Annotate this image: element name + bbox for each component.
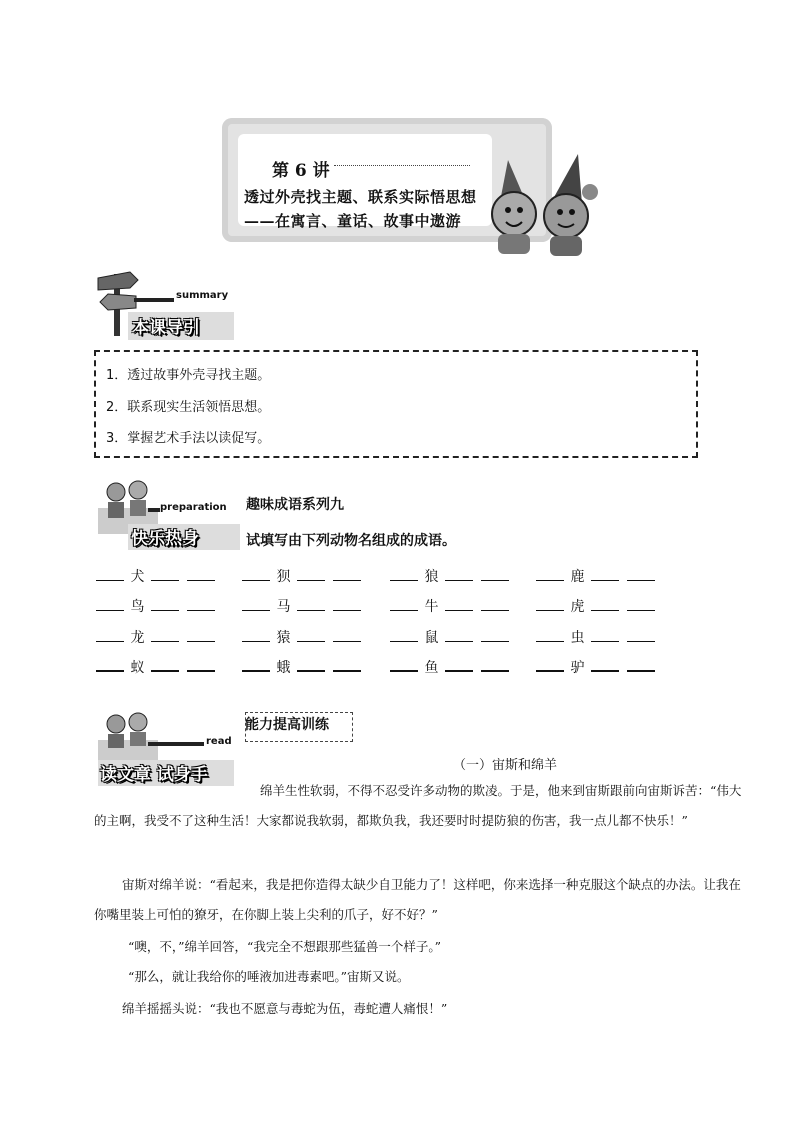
- blank[interactable]: [536, 629, 564, 642]
- idiom-char: 猿: [276, 630, 291, 646]
- story-paragraph-3: “噢，不，”绵羊回答，“我完全不想跟那些猛兽一个样子。”: [128, 939, 442, 954]
- summary-tag-bar: [134, 298, 174, 302]
- summary-item-1: 1．透过故事外壳寻找主题。: [106, 368, 271, 383]
- blank[interactable]: [591, 568, 619, 581]
- blank[interactable]: [96, 598, 124, 611]
- story-paragraph-2: 宙斯对绵羊说：“看起来，我是把你造得太缺少自卫能力了！这样吧，你来选择一种克服这个缺点的办法。让我在你嘴里装上可怕的獠牙，在你脚上装上尖利的爪子，好不好？”: [94, 877, 741, 922]
- blank[interactable]: [96, 568, 124, 581]
- blank[interactable]: [96, 658, 124, 672]
- idiom-item: [534, 627, 657, 647]
- blank[interactable]: [390, 658, 418, 672]
- blank[interactable]: [591, 598, 619, 611]
- blank[interactable]: [297, 598, 325, 611]
- lesson-number: 第 6 讲: [272, 161, 330, 181]
- blank[interactable]: [627, 598, 655, 611]
- training-heading: 能力提高训练: [245, 717, 329, 733]
- idiom-item: [534, 657, 657, 677]
- blank[interactable]: [242, 598, 270, 611]
- blank[interactable]: [627, 568, 655, 581]
- idiom-item: [94, 657, 217, 677]
- blank[interactable]: [151, 568, 179, 581]
- blank[interactable]: [151, 598, 179, 611]
- lesson-title-line1: 透过外壳找主题、联系实际悟思想: [244, 188, 477, 206]
- blank[interactable]: [390, 598, 418, 611]
- blank[interactable]: [445, 658, 473, 672]
- idiom-char: 虫: [570, 630, 585, 646]
- blank[interactable]: [187, 658, 215, 672]
- blank[interactable]: [96, 629, 124, 642]
- blank[interactable]: [242, 568, 270, 581]
- blank[interactable]: [297, 568, 325, 581]
- blank[interactable]: [481, 629, 509, 642]
- blank[interactable]: [481, 568, 509, 581]
- read-tag: read: [206, 736, 232, 747]
- blank[interactable]: [187, 568, 215, 581]
- summary-item-2: 2．联系现实生活领悟思想。: [106, 400, 271, 415]
- blank[interactable]: [297, 658, 325, 672]
- blank[interactable]: [445, 598, 473, 611]
- idiom-item: [94, 627, 217, 647]
- idiom-char: 虎: [570, 599, 585, 615]
- idiom-char: 鱼: [424, 660, 439, 676]
- blank[interactable]: [627, 629, 655, 642]
- mascot-illustration: [478, 152, 600, 258]
- idiom-item: [240, 596, 363, 616]
- blank[interactable]: [481, 598, 509, 611]
- idiom-item: [94, 566, 217, 586]
- blank[interactable]: [536, 598, 564, 611]
- story-paragraph-4: “那么，就让我给你的唾液加进毒素吧。”宙斯又说。: [128, 969, 410, 984]
- story-paragraph-5: 绵羊摇摇头说：“我也不愿意与毒蛇为伍，毒蛇遭人痛恨！”: [122, 1001, 448, 1016]
- warmup-instruction: 试填写由下列动物名组成的成语。: [246, 533, 456, 549]
- blank[interactable]: [390, 629, 418, 642]
- blank[interactable]: [333, 598, 361, 611]
- blank[interactable]: [591, 658, 619, 672]
- lesson-dotted-line: [334, 165, 470, 166]
- idiom-item: [534, 566, 657, 586]
- warmup-title: 快乐热身: [131, 529, 199, 549]
- idiom-char: 狼: [424, 569, 439, 585]
- idiom-char: 蚁: [130, 660, 145, 676]
- blank[interactable]: [445, 629, 473, 642]
- blank[interactable]: [242, 658, 270, 672]
- prep-tag-bar: [148, 508, 160, 512]
- idiom-item: [388, 566, 511, 586]
- blank[interactable]: [481, 658, 509, 672]
- warmup-heading: 趣味成语系列九: [246, 497, 344, 513]
- blank[interactable]: [536, 658, 564, 672]
- idiom-char: 鸟: [130, 599, 145, 615]
- idiom-char: 蛾: [276, 660, 291, 676]
- summary-tag: summary: [176, 290, 229, 301]
- summary-title: 本课导引: [132, 318, 200, 338]
- idiom-item: [240, 566, 363, 586]
- blank[interactable]: [242, 629, 270, 642]
- reading-kids-icon: [98, 712, 158, 762]
- blank[interactable]: [187, 629, 215, 642]
- blank[interactable]: [333, 568, 361, 581]
- idiom-item: [534, 596, 657, 616]
- idiom-item: [388, 627, 511, 647]
- idiom-item: [240, 657, 363, 677]
- story-title: （一）宙斯和绵羊: [453, 758, 558, 773]
- blank[interactable]: [297, 629, 325, 642]
- blank[interactable]: [151, 658, 179, 672]
- idiom-item: [388, 657, 511, 677]
- idiom-char: 驴: [570, 660, 585, 676]
- reading-title: 读文章 试身手: [100, 765, 208, 785]
- read-tag-bar: [148, 742, 204, 746]
- idiom-char: 牛: [424, 599, 439, 615]
- blank[interactable]: [536, 568, 564, 581]
- idiom-item: [94, 596, 217, 616]
- blank[interactable]: [390, 568, 418, 581]
- blank[interactable]: [445, 568, 473, 581]
- summary-item-3: 3．掌握艺术手法以读促写。: [106, 431, 271, 446]
- blank[interactable]: [187, 598, 215, 611]
- blank[interactable]: [333, 658, 361, 672]
- blank[interactable]: [333, 629, 361, 642]
- story-paragraph-1: 绵羊生性软弱，不得不忍受许多动物的欺凌。于是，他来到宙斯跟前向宙斯诉苦：“伟大的主啊，我受不了这种生活！大家都说我软弱，都欺负我，我还要时时提防狼的伤害，我一点儿都不快乐！”: [94, 783, 742, 828]
- idiom-char: 马: [276, 599, 291, 615]
- idiom-item: [240, 627, 363, 647]
- idiom-char: 犬: [130, 569, 145, 585]
- idiom-item: [388, 596, 511, 616]
- idiom-char: 鹿: [570, 569, 585, 585]
- blank[interactable]: [591, 629, 619, 642]
- idiom-char: 鼠: [424, 630, 439, 646]
- lesson-title-line2: ——在寓言、童话、故事中遨游: [244, 212, 462, 230]
- idiom-char: 龙: [130, 630, 145, 646]
- preparation-tag: preparation: [160, 502, 227, 513]
- blank[interactable]: [151, 629, 179, 642]
- idiom-char: 狈: [276, 569, 291, 585]
- blank[interactable]: [627, 658, 655, 672]
